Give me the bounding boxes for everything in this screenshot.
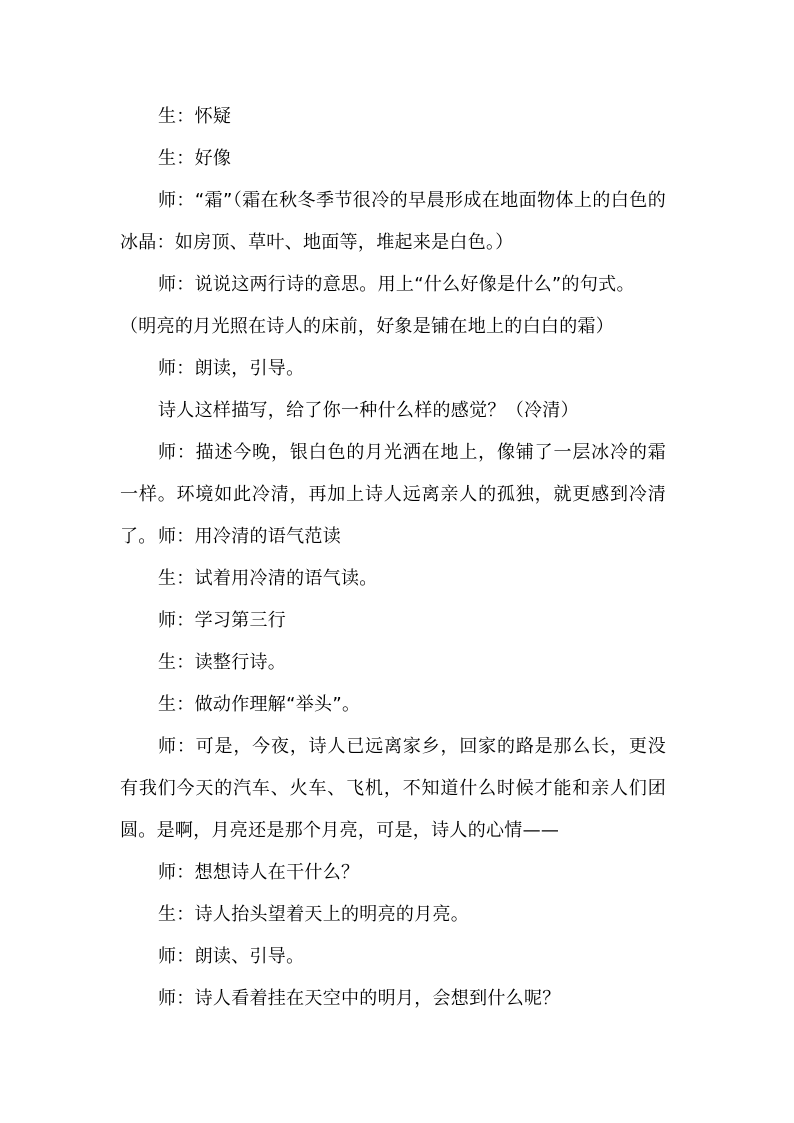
paragraph-read-guide-1: 师：朗读，引导。 <box>158 358 305 379</box>
paragraph-student-seems: 生：好像 <box>158 148 232 169</box>
paragraph-student-doubt: 生：怀疑 <box>158 106 232 127</box>
paragraph-what-would-poet-think: 师：诗人看着挂在天空中的明月，会想到什么呢？ <box>158 988 561 1009</box>
paragraph-read-whole-line: 生：读整行诗。 <box>158 652 287 673</box>
paragraph-moonlight-answer: （明亮的月光照在诗人的床前，好象是铺在地上的白白的霜） <box>120 316 615 337</box>
paragraph-third-line: 师：学习第三行 <box>158 610 287 631</box>
paragraph-far-from-home: 师：可是，今夜，诗人已远离家乡，回家的路是那么长，更没有我们今天的汽车、火车、飞机，不知道什么时候才能和亲人们团圆。是啊，月亮还是那个月亮，可是，诗人的心情—— <box>120 736 666 841</box>
paragraph-looking-at-moon: 生：诗人抬头望着天上的明亮的月亮。 <box>158 904 470 925</box>
paragraph-what-is-poet-doing: 师：想想诗人在干什么？ <box>158 862 360 883</box>
paragraph-explain-lines: 师：说说这两行诗的意思。用上“什么好像是什么”的句式。 <box>158 274 635 295</box>
paragraph-read-guide-2: 师：朗读、引导。 <box>158 946 305 967</box>
paragraph-feeling-question: 诗人这样描写，给了你一种什么样的感觉？（冷清） <box>158 400 579 421</box>
paragraph-raise-head-action: 生：做动作理解“举头”。 <box>158 694 361 715</box>
paragraph-model-reading: 师：用冷清的语气范读 <box>158 526 341 547</box>
paragraph-student-try-reading: 生：试着用冷清的语气读。 <box>158 568 378 589</box>
paragraph-frost-definition: 师：“霜”（霜在秋冬季节很冷的早晨形成在地面物体上的白色的冰晶：如房顶、草叶、地面等，堆起来是白色。） <box>120 190 666 253</box>
paragraph-describe-tonight: 师：描述今晚，银白色的月光洒在地上，像铺了一层冰冷的霜一样。环境如此冷清，再加上诗人远离亲人的孤独，就更感到冷清了。 <box>120 442 666 547</box>
